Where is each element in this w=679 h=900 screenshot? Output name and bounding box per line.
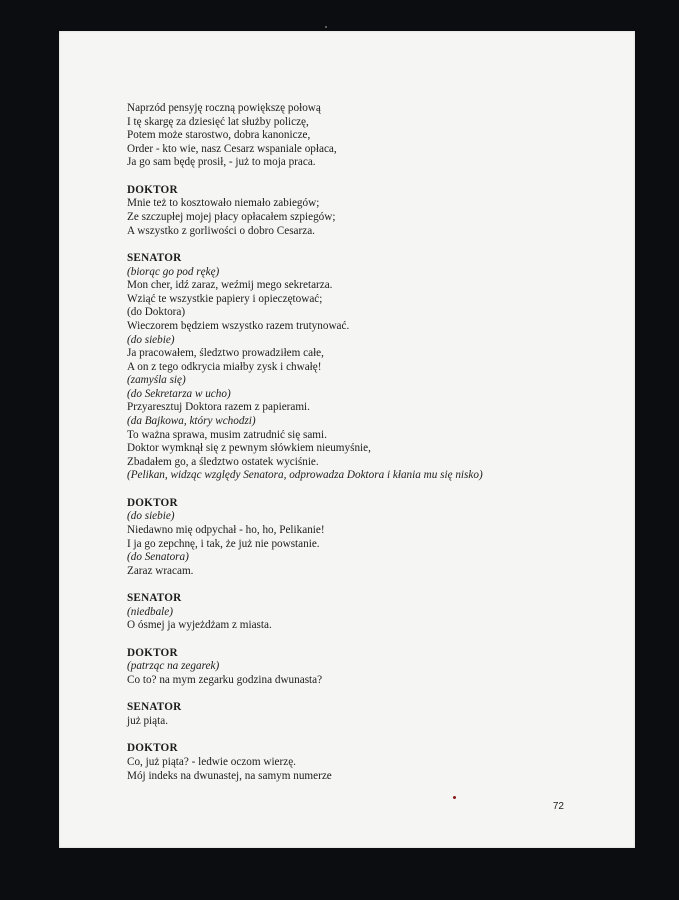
verse-line: Doktor wymknął się z pewnym słówkiem nieumyśnie, [127, 442, 371, 455]
dialogue-block [127, 184, 607, 238]
red-speck [453, 796, 456, 799]
verse-line: Ja go sam będę prosił, - już to moja praca. [127, 156, 316, 169]
dialogue-block [127, 497, 607, 579]
verse-line: Co, już piąta? - ledwie oczom wierzę. [127, 755, 296, 768]
speaker-name: DOKTOR [127, 742, 178, 755]
stage-direction: (niedbale) [127, 605, 173, 618]
speaker-name: DOKTOR [127, 183, 178, 196]
stage-direction: (do siebie) [127, 510, 175, 523]
drama-text [127, 102, 607, 797]
stage-direction: (da Bajkowa, który wchodzi) [127, 415, 256, 428]
speaker-name: SENATOR [127, 251, 182, 264]
verse-line: Przyaresztuj Doktora razem z papierami. [127, 401, 310, 414]
stage-direction: (patrząc na zegarek) [127, 660, 220, 673]
speaker-name: DOKTOR [127, 496, 178, 509]
stage-direction: (do Sekretarza w ucho) [127, 387, 231, 400]
verse-line: już piąta. [127, 714, 169, 727]
stage-direction: (do Senatora) [127, 551, 189, 564]
verse-line: A on z tego odkrycia miałby zysk i chwałę! [127, 360, 322, 373]
stage-direction: (zamyśla się) [127, 374, 186, 387]
verse-line: Wieczorem będziem wszystko razem trutynować. [127, 319, 350, 332]
dialogue-block [127, 647, 607, 688]
verse-line: Zbadałem go, a śledztwo ostatek wyciśnie. [127, 455, 319, 468]
verse-line: (do Doktora) [127, 306, 186, 319]
dialogue-block [127, 701, 607, 728]
dialogue-block [127, 102, 607, 170]
verse-line: Niedawno mię odpychał - ho, ho, Pelikanie! [127, 524, 325, 537]
verse-line: Mon cher, idź zaraz, weźmij mego sekretarza. [127, 279, 333, 292]
verse-line: I ja go zepchnę, i tak, że już nie powstanie. [127, 537, 320, 550]
speaker-name: DOKTOR [127, 646, 178, 659]
page-number: 72 [552, 801, 564, 812]
speaker-name: SENATOR [127, 701, 182, 714]
verse-line: Ze szczupłej mojej płacy opłacałem szpiegów; [127, 210, 336, 223]
scanned-page [59, 31, 635, 848]
dialogue-block [127, 252, 607, 483]
verse-line: I tę skargę za dziesięć lat służby policzę, [127, 115, 309, 128]
dialogue-block [127, 592, 607, 633]
verse-line: Wziąć te wszystkie papiery i opieczętować; [127, 292, 323, 305]
gray-speck [325, 26, 327, 28]
verse-line: Potem może starostwo, dobra kanonicze, [127, 129, 311, 142]
verse-line: O ósmej ja wyjeżdżam z miasta. [127, 619, 272, 632]
dialogue-block [127, 742, 607, 783]
stage-direction: (Pelikan, widząc względy Senatora, odprowadza Doktora i kłania mu się nisko) [127, 469, 483, 482]
verse-line: Order - kto wie, nasz Cesarz wspaniale opłaca, [127, 142, 337, 155]
verse-line: To ważna sprawa, musim zatrudnić się sami. [127, 428, 327, 441]
stage-direction: (do siebie) [127, 333, 175, 346]
verse-line: A wszystko z gorliwości o dobro Cesarza. [127, 224, 315, 237]
verse-line: Mój indeks na dwunastej, na samym numerze [127, 769, 332, 782]
verse-line: Zaraz wracam. [127, 564, 194, 577]
stage-direction: (biorąc go pod rękę) [127, 265, 220, 278]
verse-line: Ja pracowałem, śledztwo prowadziłem całe, [127, 347, 324, 360]
verse-line: Mnie też to kosztowało niemało zabiegów; [127, 197, 320, 210]
speaker-name: SENATOR [127, 592, 182, 605]
verse-line: Naprzód pensyję roczną powiększę połową [127, 102, 321, 114]
verse-line: Co to? na mym zegarku godzina dwunasta? [127, 673, 323, 686]
